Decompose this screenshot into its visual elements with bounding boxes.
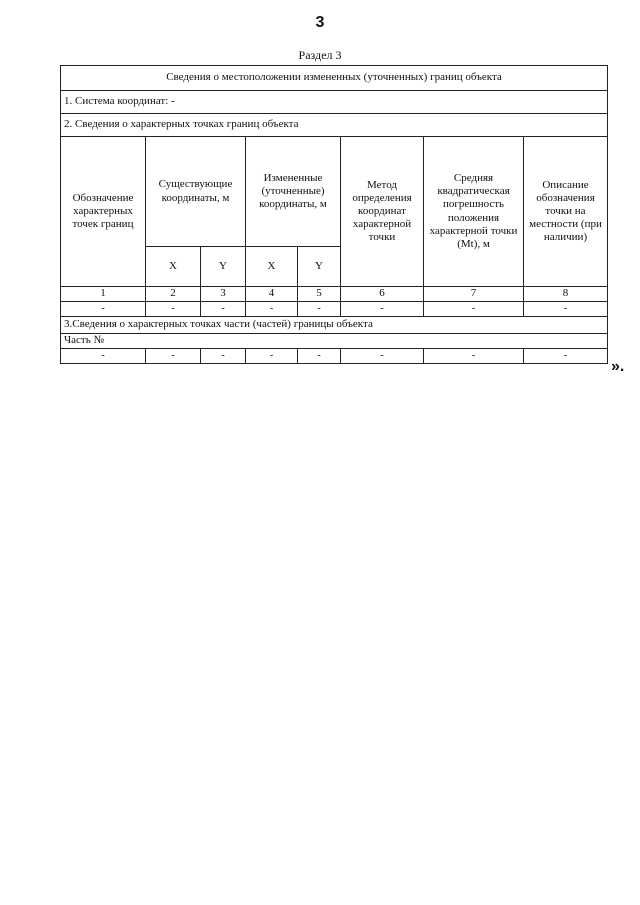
column-number: 8 <box>524 287 608 302</box>
table-cell: - <box>146 302 201 317</box>
table-cell: - <box>424 349 524 364</box>
table-cell: - <box>298 349 341 364</box>
column-number: 1 <box>61 287 146 302</box>
table-cell: - <box>341 302 424 317</box>
coordinate-system-row: 1. Система координат: - <box>61 91 608 114</box>
subheader-changed-y: Y <box>298 247 341 287</box>
section-label: Раздел 3 <box>298 48 342 62</box>
col-header-existing-coords: Существующие координаты, м <box>146 137 246 247</box>
table-cell: - <box>61 349 146 364</box>
col-header-description: Описание обозначения точки на местности (при наличии) <box>524 137 608 287</box>
part-points-heading: 3.Сведения о характерных точках части (частей) границы объекта <box>61 317 608 334</box>
column-number: 3 <box>201 287 246 302</box>
table-cell: - <box>524 302 608 317</box>
table-cell: - <box>246 302 298 317</box>
col-header-designation: Обозначение характерных точек границ <box>61 137 146 287</box>
subheader-existing-y: Y <box>201 247 246 287</box>
table-cell: - <box>341 349 424 364</box>
col-header-rms-error: Средняя квадратическая погрешность положения характерной точки (Mt), м <box>424 137 524 287</box>
table-cell: - <box>201 302 246 317</box>
closing-quote-mark: ». <box>611 358 625 375</box>
col-header-changed-coords: Измененные (уточненные) координаты, м <box>246 137 341 247</box>
col-header-method: Метод определения координат характерной точки <box>341 137 424 287</box>
page-number: 3 <box>315 14 325 31</box>
table-title: Сведения о местоположении измененных (уточненных) границ объекта <box>61 66 608 91</box>
boundary-points-table <box>60 65 608 364</box>
table-cell: - <box>201 349 246 364</box>
table-cell: - <box>424 302 524 317</box>
characteristic-points-heading: 2. Сведения о характерных точках границ объекта <box>61 114 608 137</box>
column-number: 5 <box>298 287 341 302</box>
part-label-row: Часть № <box>61 334 608 349</box>
subheader-changed-x: X <box>246 247 298 287</box>
column-number: 7 <box>424 287 524 302</box>
table-cell: - <box>61 302 146 317</box>
table-cell: - <box>146 349 201 364</box>
column-number: 6 <box>341 287 424 302</box>
column-number: 4 <box>246 287 298 302</box>
table-cell: - <box>524 349 608 364</box>
table-cell: - <box>298 302 341 317</box>
table-cell: - <box>246 349 298 364</box>
table-row <box>61 302 608 317</box>
column-number: 2 <box>146 287 201 302</box>
subheader-existing-x: X <box>146 247 201 287</box>
table-row <box>61 349 608 364</box>
column-numbers-row <box>61 287 608 302</box>
